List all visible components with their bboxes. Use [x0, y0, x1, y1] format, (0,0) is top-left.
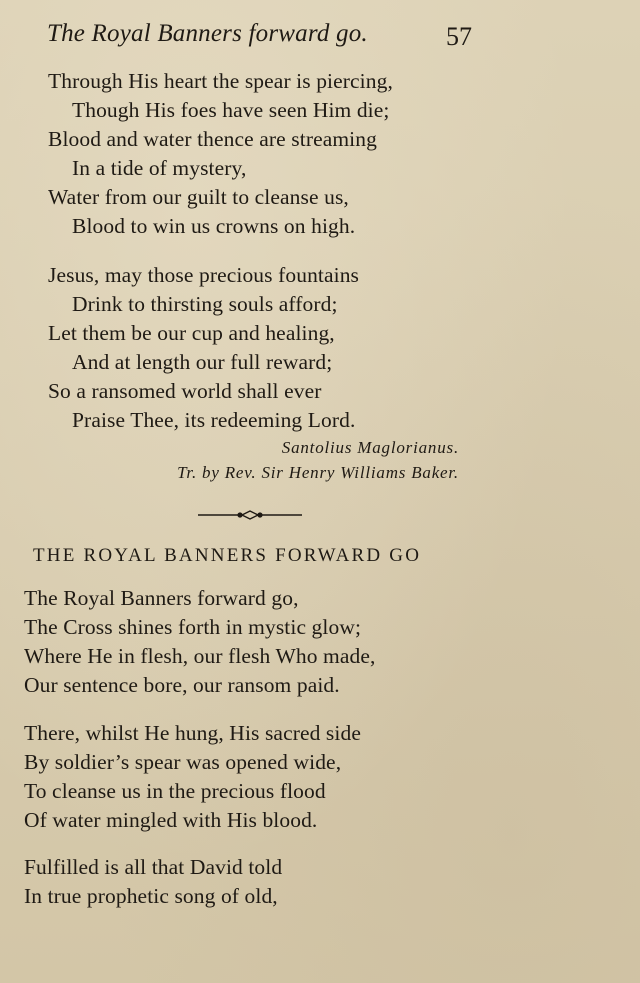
stanza-prev-2	[48, 261, 359, 435]
verse-line: Fulfilled is all that David told	[24, 855, 283, 879]
verse-line: And at length our full reward;	[72, 350, 333, 374]
verse-line: Drink to thirsting souls afford;	[72, 292, 338, 316]
verse-line: Our sentence bore, our ransom paid.	[24, 673, 340, 697]
verse-line: Blood to win us crowns on high.	[72, 214, 356, 238]
translator-attribution: Tr. by Rev. Sir Henry Williams Baker.	[177, 463, 459, 482]
verse-line: Jesus, may those precious fountains	[48, 263, 360, 287]
stanza-1	[24, 584, 375, 700]
verse-line: Water from our guilt to cleanse us,	[48, 185, 349, 209]
stanza-prev-1	[48, 67, 393, 241]
verse-line: By soldier’s spear was opened wide,	[24, 750, 342, 774]
verse-line: In true prophetic song of old,	[24, 884, 278, 908]
verse-line: Of water mingled with His blood.	[24, 808, 318, 832]
page-number: 57	[446, 22, 472, 51]
verse-line: Though His foes have seen Him die;	[72, 98, 390, 122]
verse-line: Through His heart the spear is piercing,	[48, 69, 393, 93]
hymn-title: THE ROYAL BANNERS FORWARD GO	[33, 545, 422, 566]
running-head-title: The Royal Banners forward go.	[47, 20, 368, 47]
verse-line: Blood and water thence are streaming	[48, 127, 377, 151]
stanza-2	[24, 719, 361, 835]
author-attribution: Santolius Maglorianus.	[281, 438, 459, 457]
verse-line: Let them be our cup and healing,	[48, 321, 335, 345]
verse-line: So a ransomed world shall ever	[48, 379, 322, 403]
diamond-rule-ornament-icon	[198, 509, 302, 521]
verse-line: To cleanse us in the precious flood	[24, 779, 326, 803]
verse-line: There, whilst He hung, His sacred side	[24, 721, 361, 745]
verse-line: Where He in flesh, our flesh Who made,	[24, 644, 376, 668]
verse-line: In a tide of mystery,	[72, 156, 247, 180]
verse-line: The Royal Banners forward go,	[24, 586, 299, 610]
verse-line: The Cross shines forth in mystic glow;	[24, 615, 362, 639]
verse-line: Praise Thee, its redeeming Lord.	[72, 408, 356, 432]
stanza-3	[24, 853, 282, 911]
